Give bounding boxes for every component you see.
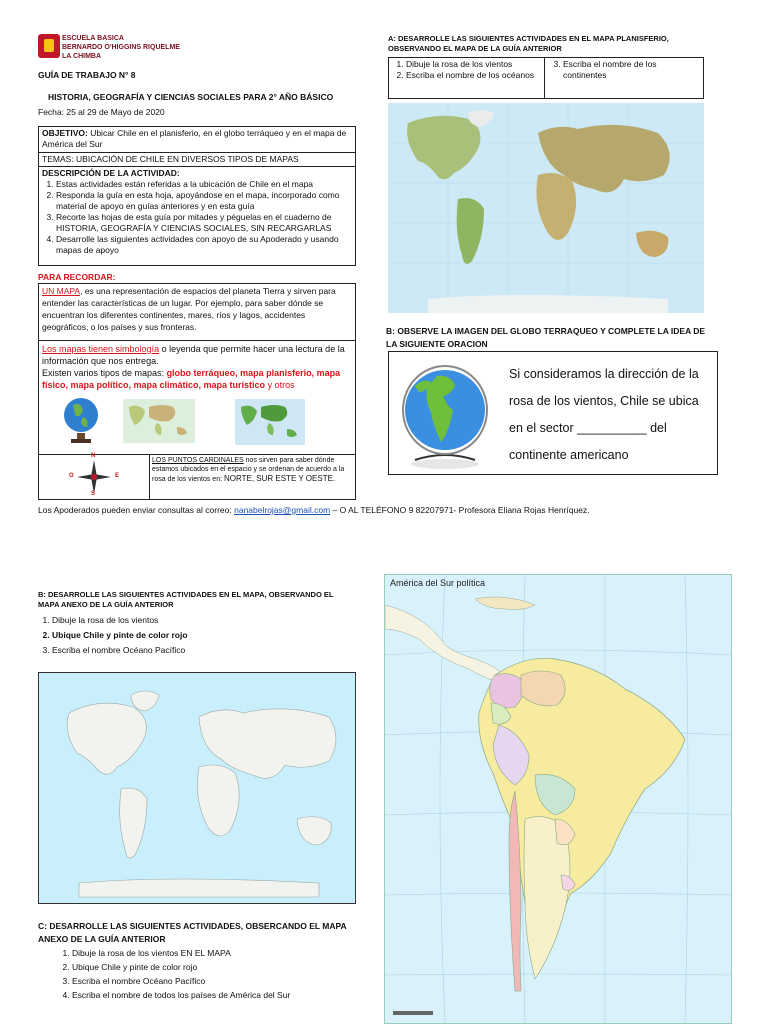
blank-world-map bbox=[38, 672, 356, 904]
section-c-title: C: DESARROLLE LAS SIGUIENTES ACTIVIDADES, OBSERCANDO EL MAPA ANEXO DE LA GUÍA ANTERIOR bbox=[38, 921, 347, 944]
section-a-col-left: 1. Dibuje la rosa de los vientos 2. Escriba el nombre de los océanos bbox=[389, 58, 545, 98]
symbology-box: Los mapas tienen simbología o leyenda que permite hacer una lectura de la información que nos entrega. Existen varios tipos de mapas: globo terráqueo, mapa planisferio, mapa físico, mapa político, mapa climático, mapa turístico y otros bbox=[38, 340, 356, 455]
remember-title: PARA RECORDAR: bbox=[38, 272, 116, 282]
compass-e: E bbox=[115, 473, 120, 479]
cardinal-text: LOS PUNTOS CARDINALES nos sirven para saber dónde estamos ubicados en el espacio y se ordenan de acuerdo a la rosa de los vientos en: NORTE, SUR ESTE Y OESTE. bbox=[152, 457, 345, 483]
blank-world-map-image bbox=[39, 673, 355, 903]
logo-emblem bbox=[44, 39, 54, 52]
contact-email-link[interactable]: nanabelrojas@gmail.com bbox=[234, 505, 331, 515]
section-b-globe-title: B: OBSERVE LA IMAGEN DEL GLOBO TERRAQUEO Y COMPLETE LA IDEA DE LA SIGUIENTE ORACION bbox=[386, 326, 706, 349]
date: Fecha: 25 al 29 de Mayo de 2020 bbox=[38, 107, 165, 117]
compass-o: O bbox=[69, 473, 74, 479]
guide-title: GUÍA DE TRABAJO N° 8 bbox=[38, 70, 136, 80]
section-a-col-right: 3. Escriba el nombre de los continentes bbox=[546, 58, 703, 98]
objective-box: OBJETIVO: Ubicar Chile en el planisferio, en el globo terráqueo y en el mapa de América del Sur bbox=[38, 126, 356, 153]
globe-question-box bbox=[388, 351, 718, 475]
political-map-thumbnail bbox=[235, 399, 305, 445]
globe-sentence: Si consideramos la dirección de la rosa de los vientos, Chile se ubica en el sector __________ del continente americano bbox=[509, 367, 699, 462]
section-b-map-title: B: DESARROLLE LAS SIGUIENTES ACTIVIDADES EN EL MAPA, OBSERVANDO EL MAPA ANEXO DE LA GUÍA ANTERIOR bbox=[38, 590, 334, 609]
description-list: 1. Estas actividades están referidas a la ubicación de Chile en el mapa 2. Responda la guía en esta hoja, apoyándose en el mapa, incorporado como material de apoyo en guías anteriores y en esta guía 3. Recorte las hojas de esta guía por mitades y péguelas en el cuaderno de HISTORIA, GEOGRAFÍA Y CIENCIAS SOCIALES, SIN RECARGARLAS 4. Desarrolle las siguientes actividades con apoyo de su Apoderado y usando mapas de apoyo bbox=[42, 179, 352, 256]
section-a-table bbox=[388, 57, 704, 99]
subject-title: HISTORIA, GEOGRAFÍA Y CIENCIAS SOCIALES PARA 2° AÑO BÁSICO bbox=[48, 92, 334, 102]
globe-icon bbox=[61, 395, 101, 447]
compass-rose bbox=[39, 455, 150, 499]
south-america-map bbox=[384, 574, 732, 1024]
school-logo bbox=[38, 34, 60, 58]
sa-map-title: América del Sur política bbox=[390, 578, 486, 588]
section-b-map-list: 1. Dibuje la rosa de los vientos 2. Ubique Chile y pinte de color rojo 3. Escriba el nombre Océano Pacífico bbox=[38, 613, 188, 658]
world-physical-map bbox=[388, 103, 704, 313]
cardinal-box bbox=[38, 454, 356, 500]
description-box: DESCRIPCIÓN DE LA ACTIVIDAD: 1. Estas actividades están referidas a la ubicación de Chile en el mapa 2. Responda la guía en esta hoja, apoyándose en el mapa, incorporado como material de apoyo en guías anteriores y en esta guía 3. Recorte las hojas de esta guía por mitades y péguelas en el cuaderno de HISTORIA, GEOGRAFÍA Y CIENCIAS SOCIALES, SIN RECARGARLAS 4. Desarrolle las siguientes actividades con apoyo de su Apoderado y usando mapas de apoyo bbox=[38, 166, 356, 266]
section-a-title: A: DESARROLLE LAS SIGUIENTES ACTIVIDADES EN EL MAPA PLANISFERIO, OBSERVANDO EL MAPA DE LA GUÍA ANTERIOR bbox=[388, 34, 669, 53]
physical-map-thumbnail bbox=[123, 399, 195, 443]
contact-line: Los Apoderados pueden enviar consultas al correo: nanabelrojas@gmail.com – O AL TELÉFONO 9 82207971- Profesora Eliana Rojas Henríquez. bbox=[38, 505, 590, 515]
section-c-list: 1. Dibuje la rosa de los vientos EN EL MAPA 2. Ubique Chile y pinte de color rojo 3. Escriba el nombre Océano Pacífico 4. Escriba el nombre de todos los países de América del Sur bbox=[58, 946, 290, 1002]
physical-map-icon bbox=[123, 399, 195, 443]
school-name: ESCUELA BASICA BERNARDO O'HIGGINS RIQUELME LA CHIMBA bbox=[62, 35, 180, 60]
themes-box: TEMAS: UBICACIÓN DE CHILE EN DIVERSOS TIPOS DE MAPAS bbox=[38, 152, 356, 167]
globe-image bbox=[393, 356, 497, 472]
south-america-map-image bbox=[385, 575, 731, 1023]
world-physical-map-image bbox=[388, 103, 704, 313]
compass-n: N bbox=[91, 453, 96, 459]
globe-picture bbox=[393, 356, 497, 472]
compass-s: S bbox=[91, 491, 96, 497]
map-definition-box: UN MAPA, es una representación de espacios del planeta Tierra y sirven para entender las características de un lugar. Por ejemplo, para saber dónde se encuentran los diferentes continentes, mares, ríos y lagos, accidentes geográficos, o los países y sus fronteras. bbox=[38, 283, 356, 341]
globe-thumbnail bbox=[61, 395, 101, 447]
political-map-icon bbox=[235, 399, 305, 445]
